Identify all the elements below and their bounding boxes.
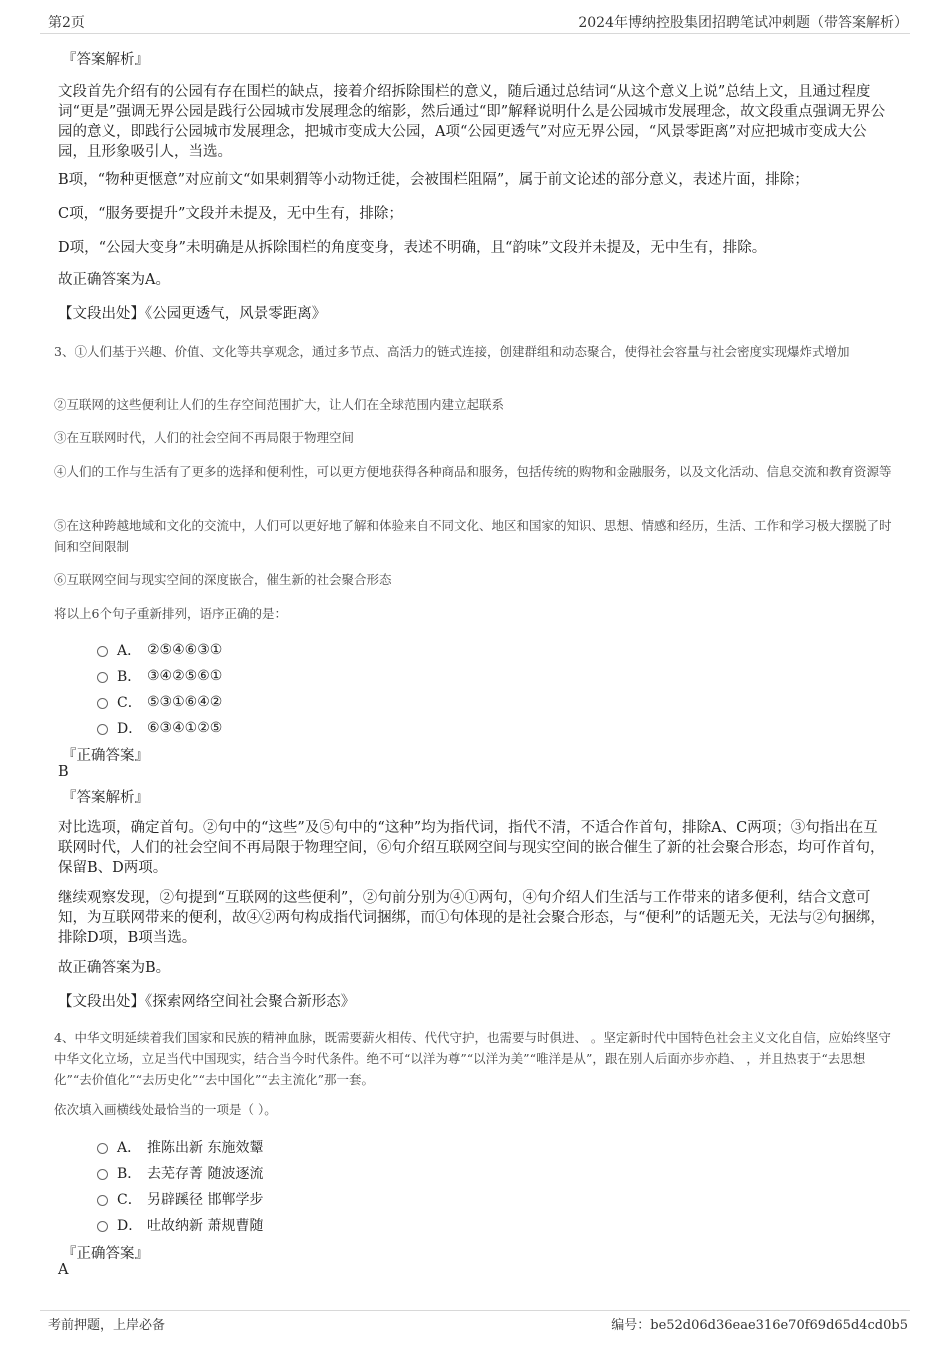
q4-prompt: 依次填入画横线处最恰当的一项是（ ）。 xyxy=(54,1102,277,1117)
q4-stem: 4、中华文明延续着我们国家和民族的精神血脉，既需要薪火相传、代代守护，也需要与时俱进、 。坚定新时代中国特色社会主义文化自信，应始终坚守中华文化立场，立足当代中国现实，结合当今时代条件。绝不可“以洋为尊”“以洋为美”“唯洋是从”，跟在别人后面亦步亦趋、 ，并且热衷于“去思想化”“去价值化”“去历史化”“去中国化”“去主流化”那一套。 xyxy=(54,1030,891,1087)
footer-slogan: 考前押题，上岸必备 xyxy=(48,1318,166,1333)
q3-option-c[interactable]: C． ⑤③①⑥④② xyxy=(97,692,222,712)
q3-source: 【文段出处】《探索网络空间社会聚合新形态》 xyxy=(58,994,356,1010)
q3-sentence-5: ⑤在这种跨越地域和文化的交流中，人们可以更好地了解和体验来自不同文化、地区和国家的知识、思想、情感和经历，生活、工作和学习极大摆脱了时间和空间限制 xyxy=(54,518,892,554)
q3-prompt: 将以上6个句子重新排列，语序正确的是： xyxy=(54,606,287,621)
footer-divider xyxy=(40,1310,910,1311)
radio-icon[interactable] xyxy=(97,724,108,735)
q3-option-b[interactable]: B． ③④②⑤⑥① xyxy=(97,666,222,686)
header-divider xyxy=(40,33,910,34)
q2-analysis-label: 『答案解析』 xyxy=(62,52,149,68)
q4-answer: A xyxy=(58,1262,69,1278)
q3-option-d[interactable]: D． ⑥③④①②⑤ xyxy=(97,718,222,738)
q2-analysis-p1: 文段首先介绍有的公园有存在围栏的缺点，接着介绍拆除围栏的意义，随后通过总结词“从这个意义上说”总结上文，且通过程度词“更是”强调无界公园是践行公园城市发展理念的缩影，然后通过“即”解释说明什么是公园城市发展理念，故文段重点强调无界公园的意义，即践行公园城市发展理念，把城市变成大公园，A项“公园更透气”对应无界公园，“风景零距离”对应把城市变成大公园，且形象吸引人，当选。 xyxy=(58,84,886,160)
q4-option-c[interactable]: C． 另辟蹊径 邯郸学步 xyxy=(97,1189,263,1209)
q2-source: 【文段出处】《公园更透气，风景零距离》 xyxy=(58,306,327,322)
q3-correct-label: 『正确答案』 xyxy=(62,748,149,764)
q3-analysis-p1: 对比选项，确定首句。②句中的“这些”及⑤句中的“这种”均为指代词，指代不清，不适合作首句，排除A、C两项；③句指出在互联网时代，人们的社会空间不再局限于物理空间，⑥句介绍互联网空间与现实空间的嵌合催生了新的社会聚合形态，均可作首句，保留B、D两项。 xyxy=(58,820,885,876)
q3-answer: B xyxy=(58,764,69,780)
q3-option-a[interactable]: A． ②⑤④⑥③① xyxy=(97,640,222,660)
radio-icon[interactable] xyxy=(97,1221,108,1232)
q2-analysis-p2: B项，“物种更惬意”对应前文“如果刺猬等小动物迁徙，会被围栏阻隔”，属于前文论述的部分意义，表述片面，排除； xyxy=(58,172,809,188)
q3-sentence-3: ③在互联网时代，人们的社会空间不再局限于物理空间 xyxy=(54,430,355,445)
q2-analysis-p5: 故正确答案为A。 xyxy=(58,272,170,288)
q3-analysis-p2: 继续观察发现，②句提到“互联网的这些便利”，②句前分别为④①两句，④句介绍人们生活与工作带来的诸多便利，结合文意可知，为互联网带来的便利，故④②两句构成指代词捆绑，而①句体现的是社会聚合形态，与“便利”的话题无关，无法与②句捆绑，排除D项，B项当选。 xyxy=(58,890,885,946)
q4-option-d[interactable]: D． 吐故纳新 萧规曹随 xyxy=(97,1215,263,1235)
q4-option-b[interactable]: B． 去芜存菁 随波逐流 xyxy=(97,1163,263,1183)
radio-icon[interactable] xyxy=(97,698,108,709)
q3-analysis-label: 『答案解析』 xyxy=(62,790,149,806)
q2-analysis-p3: C项，“服务要提升”文段并未提及，无中生有，排除； xyxy=(58,206,403,222)
radio-icon[interactable] xyxy=(97,646,108,657)
q3-sentence-4: ④人们的工作与生活有了更多的选择和便利性，可以更方便地获得各种商品和服务，包括传统的购物和金融服务，以及文化活动、信息交流和教育资源等 xyxy=(54,464,892,479)
page-number: 第2页 xyxy=(48,15,85,31)
q4-option-a[interactable]: A． 推陈出新 东施效颦 xyxy=(97,1137,263,1157)
document-title: 2024年博纳控股集团招聘笔试冲刺题（带答案解析） xyxy=(578,15,908,31)
q2-analysis-p4: D项，“公园大变身”未明确是从拆除围栏的角度变身，表述不明确，且“韵味”文段并未提及，无中生有，排除。 xyxy=(58,240,767,256)
q3-sentence-1: 3、①人们基于兴趣、价值、文化等共享观念，通过多节点、高活力的链式连接，创建群组和动态聚合，使得社会容量与社会密度实现爆炸式增加 xyxy=(54,344,850,359)
q3-sentence-2: ②互联网的这些便利让人们的生存空间范围扩大，让人们在全球范围内建立起联系 xyxy=(54,397,505,412)
radio-icon[interactable] xyxy=(97,672,108,683)
q3-analysis-p3: 故正确答案为B。 xyxy=(58,960,171,976)
document-id: 编号：be52d06d36eae316e70f69d65d4cd0b5 xyxy=(611,1318,908,1333)
radio-icon[interactable] xyxy=(97,1143,108,1154)
q3-sentence-6: ⑥互联网空间与现实空间的深度嵌合，催生新的社会聚合形态 xyxy=(54,572,392,587)
radio-icon[interactable] xyxy=(97,1169,108,1180)
radio-icon[interactable] xyxy=(97,1195,108,1206)
q4-correct-label: 『正确答案』 xyxy=(62,1246,149,1262)
